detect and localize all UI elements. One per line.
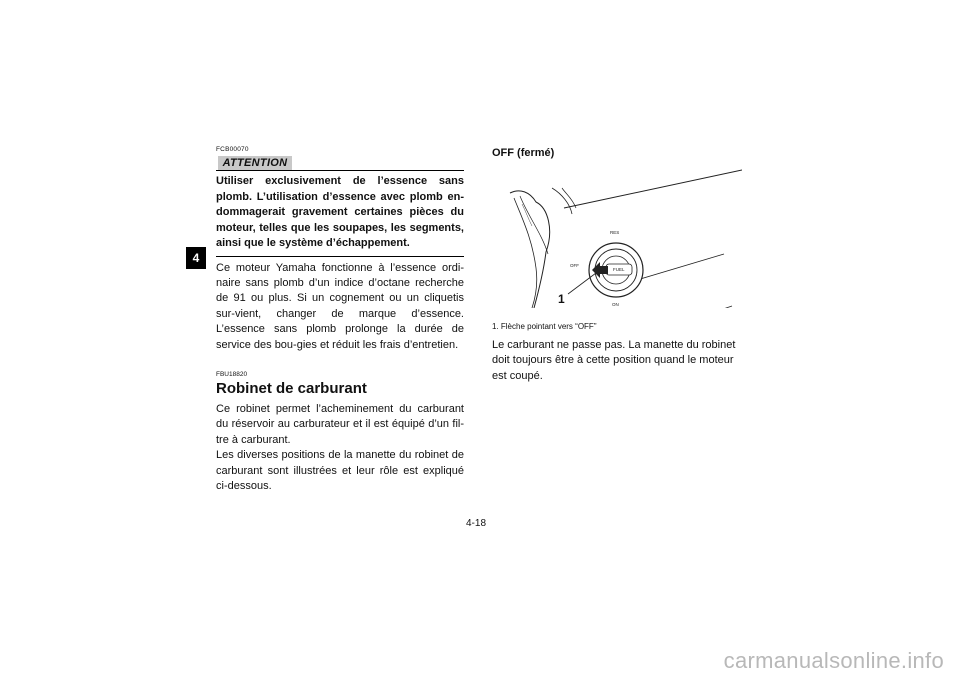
- fuel-cock-illustration: [492, 168, 742, 308]
- fuel-paragraph: Ce moteur Yamaha fonctionne à l’essence ordi-naire sans plomb d’un indice d’octane recherche de 91 ou plus. Si un cognement ou un cliquetis sur-vient, changer de marque d’essence. L’essence sans plomb prolonge la durée de service des bou-gies et réduit les frais d’entretien.: [216, 261, 464, 351]
- on-label: ON: [612, 302, 619, 307]
- off-label: OFF: [570, 263, 579, 268]
- watermark: carmanualsonline.info: [723, 648, 944, 673]
- caution-label: ATTENTION: [218, 156, 292, 170]
- chapter-tab: 4: [186, 247, 206, 269]
- right-column: [492, 146, 742, 384]
- section-code: FBU18820: [216, 370, 248, 378]
- fuel-label: FUEL: [613, 267, 625, 272]
- left-column: [216, 146, 464, 494]
- positions-paragraph: Les diverses positions de la manette du robinet de carburant sont illustrées et leur rôle est expliqué ci-dessous.: [216, 449, 464, 492]
- off-paragraph: Le carburant ne passe pas. La manette du robinet doit toujours être à cette position quand le moteur est coupé.: [492, 339, 736, 382]
- section-title: Robinet de carburant: [216, 379, 367, 397]
- callout-1: 1: [558, 292, 565, 306]
- caution-text: Utiliser exclusivement de l’essence sans plomb. L’utilisation d’essence avec plomb en-dommagerait gravement certaines pièces du moteur, telles que les soupapes, les segments, ainsi que le système d’échappement.: [216, 174, 464, 257]
- caution-code: FCB00070: [216, 146, 249, 153]
- fuel-cock-drawing: [492, 168, 742, 308]
- figure-caption: 1. Flèche pointant vers “OFF”: [492, 322, 597, 331]
- caution-header: [216, 156, 464, 171]
- off-subheading: OFF (fermé): [492, 147, 555, 159]
- res-label: RES: [610, 230, 620, 235]
- page-number: 4-18: [466, 518, 487, 529]
- cock-paragraph: Ce robinet permet l’acheminement du carburant du réservoir au carburateur et il est équipé d’un fil-tre à carburant.: [216, 402, 464, 446]
